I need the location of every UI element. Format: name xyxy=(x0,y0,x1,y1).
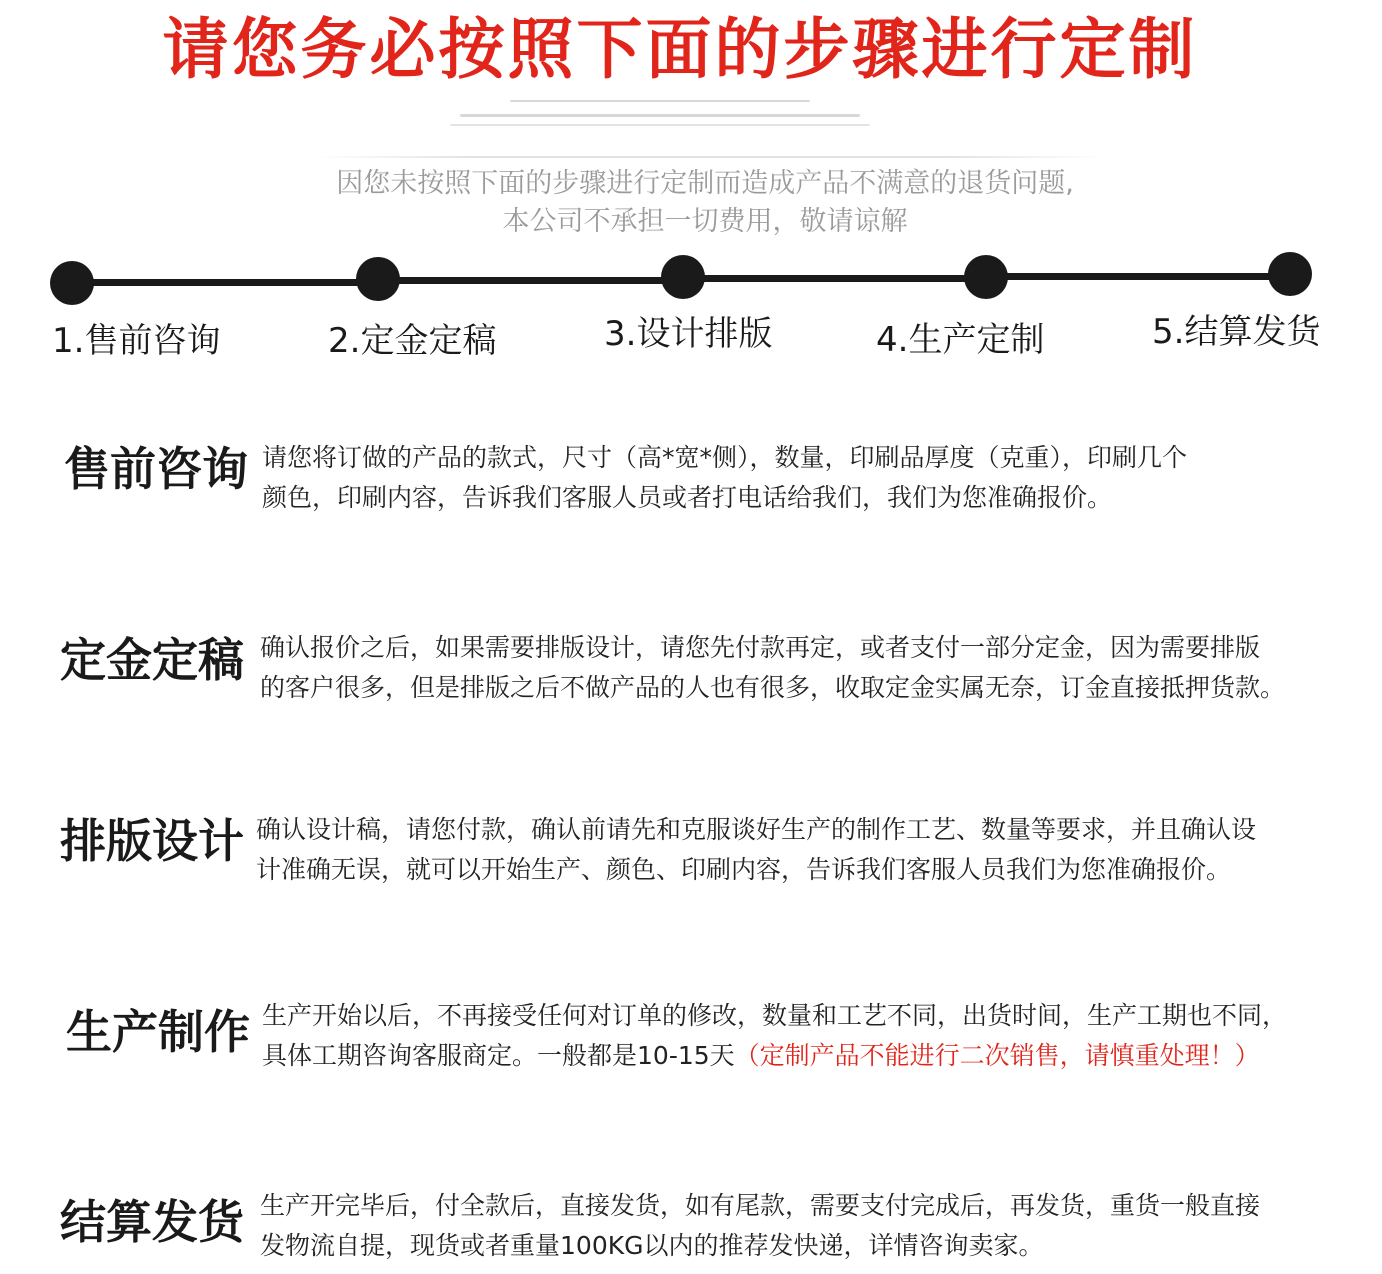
section-body xyxy=(256,810,1256,890)
step-label-5: 5.结算发货 xyxy=(1152,312,1321,352)
section-body xyxy=(262,996,1287,1076)
timeline-dot-5 xyxy=(1268,252,1312,296)
section-heading: 定金定稿 xyxy=(60,633,244,687)
step-label-2: 2.定金定稿 xyxy=(328,321,497,361)
section-heading: 售前咨询 xyxy=(64,442,248,496)
step-label-4: 4.生产定制 xyxy=(876,320,1045,360)
section-body-line: 计准确无误，就可以开始生产、颜色、印刷内容，告诉我们客服人员我们为您准确报价。 xyxy=(256,855,1232,884)
page-title: 请您务必按照下面的步骤进行定制 xyxy=(162,11,1198,88)
section-body-line: 颜色，印刷内容，告诉我们客服人员或者打电话给我们，我们为您准确报价。 xyxy=(262,483,1113,512)
section-body-line xyxy=(262,1036,1287,1076)
divider-rule xyxy=(315,156,1105,158)
section-body-line: 生产开始以后，不再接受任何对订单的修改，数量和工艺不同，出货时间，生产工期也不同， xyxy=(262,1001,1288,1030)
warning-text: （定制产品不能进行二次销售，请慎重处理！） xyxy=(734,1041,1260,1070)
section-heading: 排版设计 xyxy=(60,814,244,868)
section-heading: 生产制作 xyxy=(66,1005,250,1059)
timeline-segment xyxy=(72,279,378,286)
section-body-line: 生产开完毕后，付全款后，直接发货，如有尾款，需要支付完成后，再发货，重货一般直接 xyxy=(260,1191,1261,1220)
timeline-segment xyxy=(683,275,986,282)
section-body-text: 具体工期咨询客服商定。一般都是10-15天 xyxy=(262,1041,735,1070)
step-label-3: 3.设计排版 xyxy=(604,314,773,354)
timeline-dot-3 xyxy=(661,255,705,299)
section-body-line: 发物流自提，现货或者重量100KG以内的推荐发快递，详情咨询卖家。 xyxy=(260,1231,1044,1260)
timeline-dot-4 xyxy=(964,255,1008,299)
section-body-line: 确认设计稿，请您付款，确认前请先和克服谈好生产的制作工艺、数量等要求，并且确认设 xyxy=(256,815,1257,844)
timeline-dot-1 xyxy=(50,261,94,305)
timeline-dot-2 xyxy=(356,257,400,301)
step-label-1: 1.售前咨询 xyxy=(52,321,221,361)
disclaimer-line-2: 本公司不承担一切费用，敬请谅解 xyxy=(502,206,908,237)
section-heading: 结算发货 xyxy=(60,1195,244,1249)
section-body-line: 请您将订做的产品的款式，尺寸（高*宽*侧），数量，印刷品厚度（克重），印刷几个 xyxy=(262,443,1188,472)
section-body xyxy=(260,1186,1260,1266)
section-body xyxy=(260,628,1285,708)
disclaimer-line-1: 因您未按照下面的步骤进行定制而造成产品不满意的退货问题, xyxy=(336,168,1074,199)
process-timeline xyxy=(0,240,1382,380)
timeline-segment xyxy=(986,273,1290,280)
section-body-line: 确认报价之后，如果需要排版设计，请您先付款再定，或者支付一部分定金，因为需要排版 xyxy=(260,633,1261,662)
timeline-segment xyxy=(378,277,683,284)
section-body-line: 的客户很多，但是排版之后不做产品的人也有很多，收取定金实属无奈，订金直接抵押货款。 xyxy=(260,673,1286,702)
faded-english-text xyxy=(450,100,870,132)
section-body xyxy=(262,438,1187,518)
